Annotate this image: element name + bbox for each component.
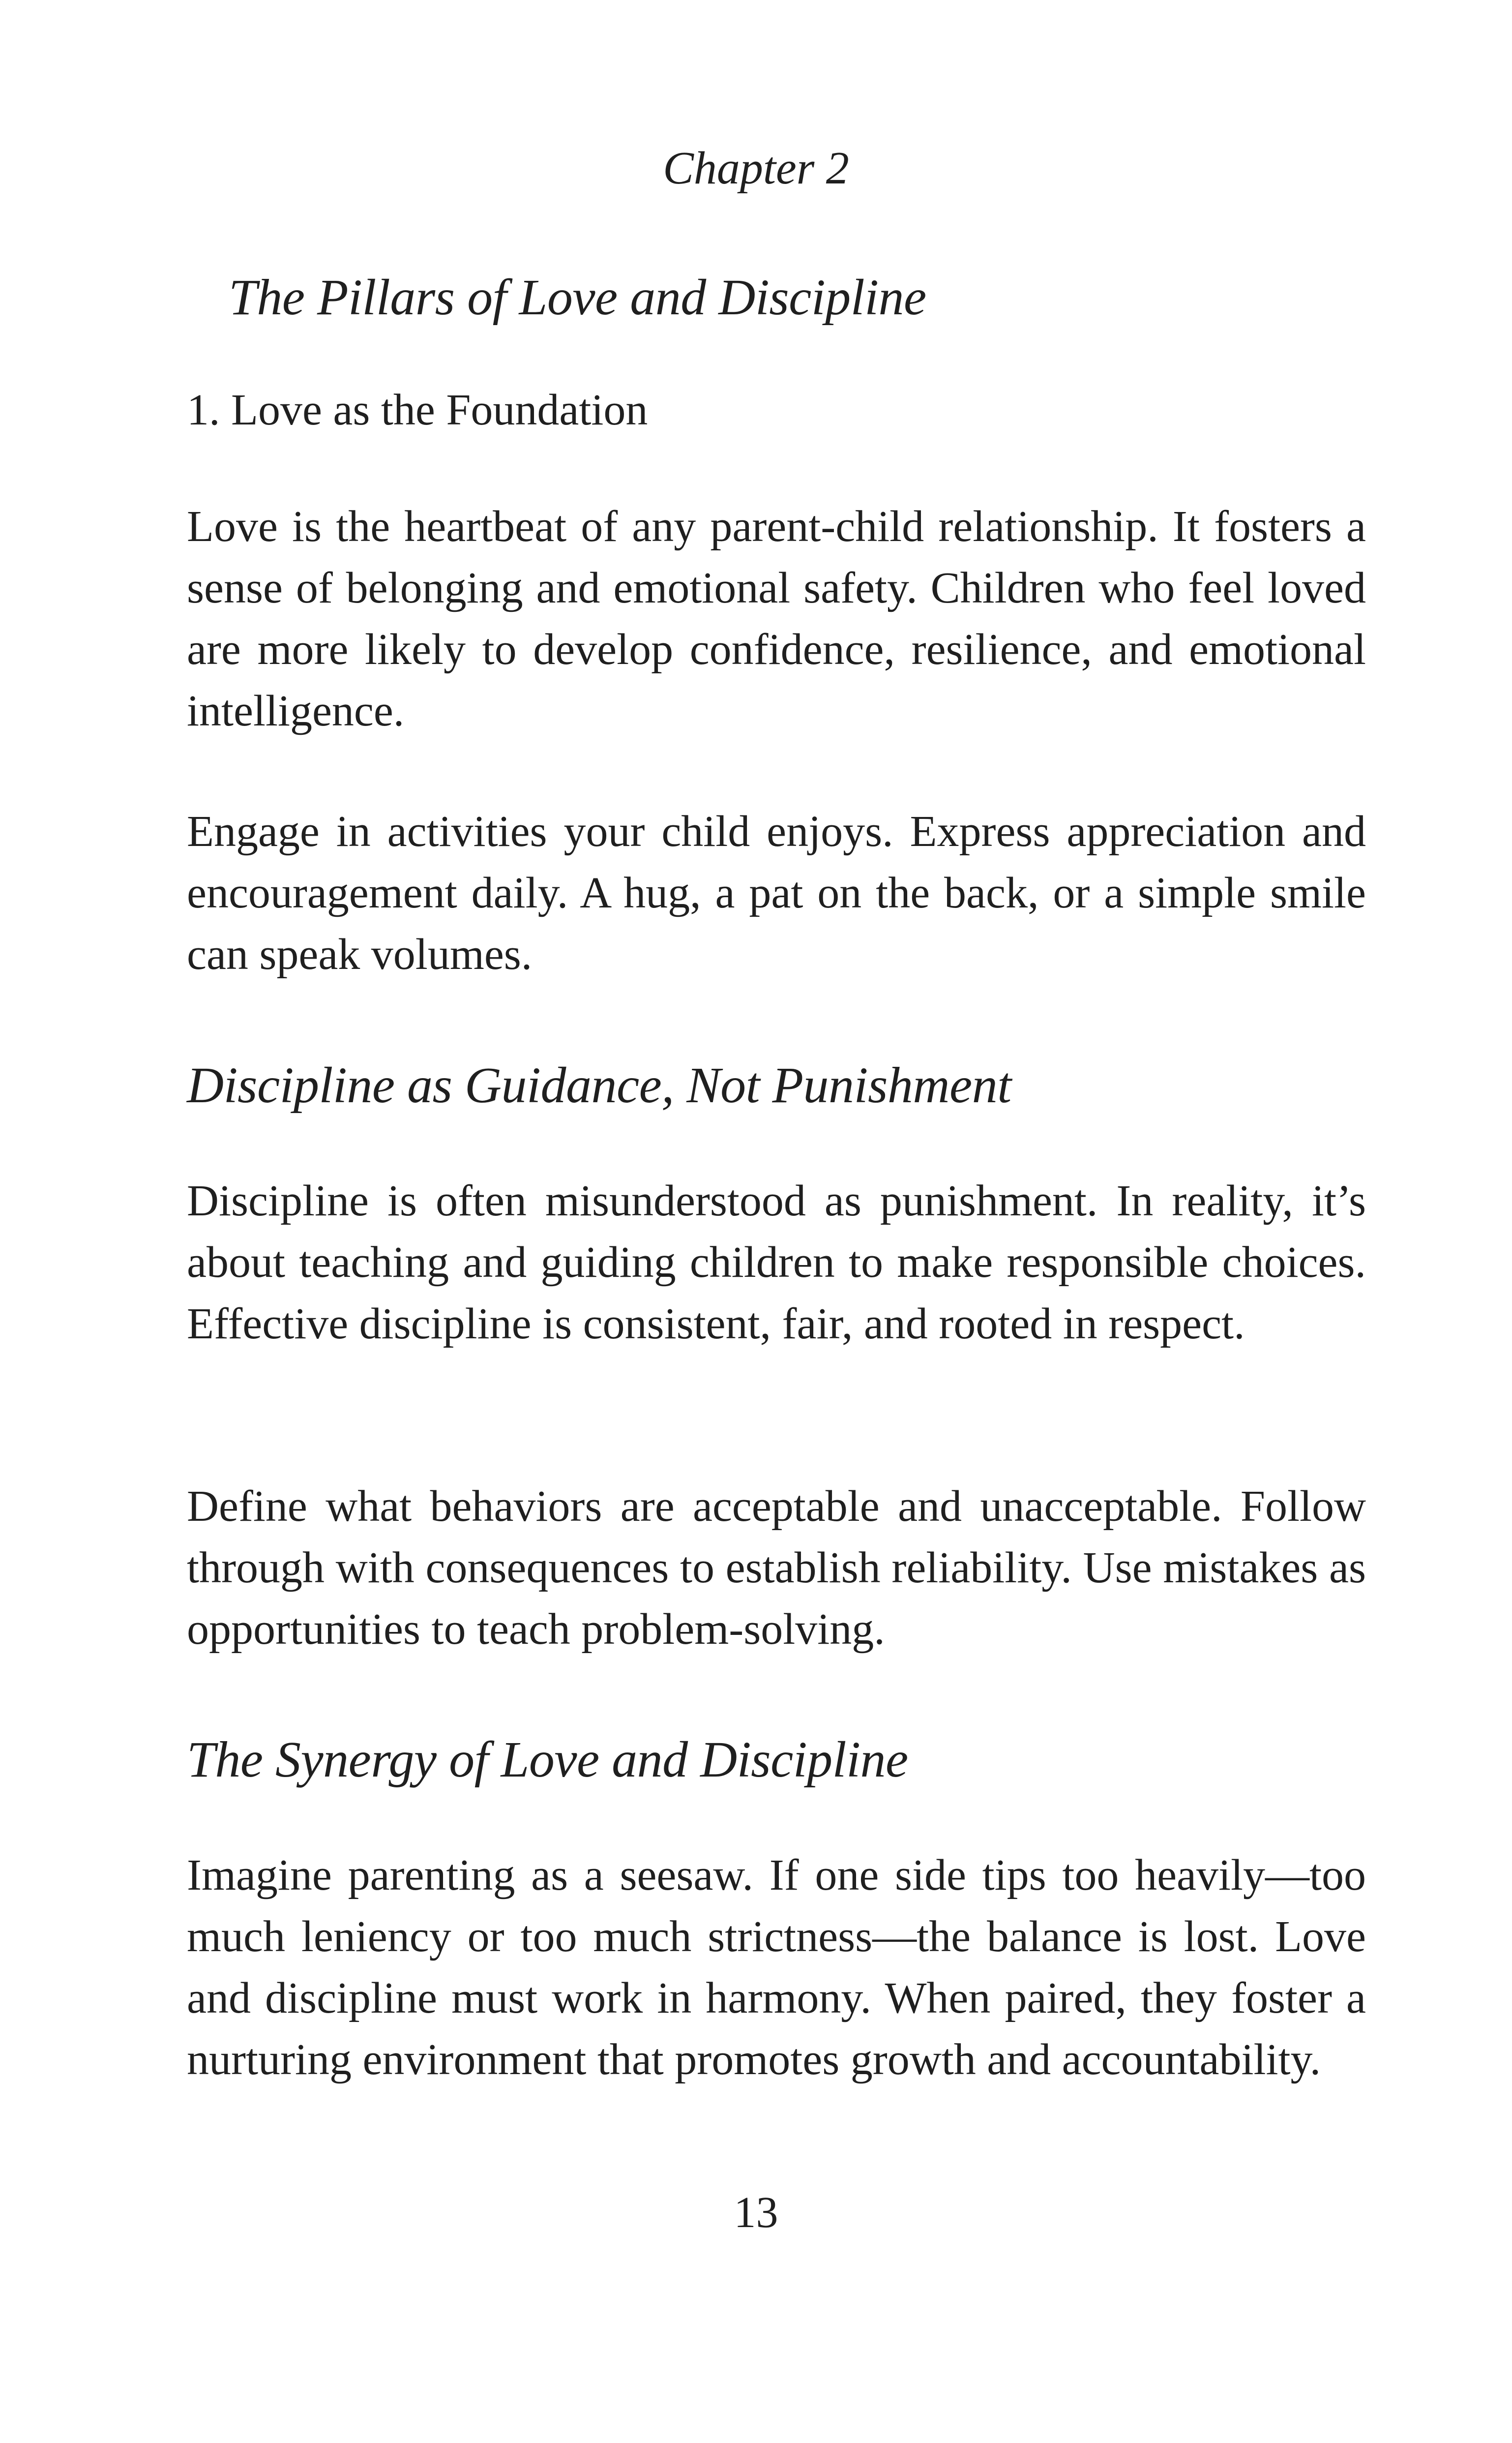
section-title-love-foundation: 1. Love as the Foundation	[187, 386, 648, 434]
section-title-synergy: The Synergy of Love and Discipline	[187, 1731, 908, 1788]
page-number: 13	[734, 2188, 778, 2237]
chapter-title: The Pillars of Love and Discipline	[229, 269, 926, 326]
paragraph-discipline-guidance-1: Discipline is often misunderstood as punishment. In reality, it’s about teaching and guiding children to make responsible choices. Effective discipline is consistent, fair, and rooted in respect.	[187, 1176, 1366, 1348]
paragraph-discipline-guidance-2: Define what behaviors are acceptable and unacceptable. Follow through with consequences to establish reliability. Use mistakes as opportunities to teach problem-solving.	[187, 1482, 1366, 1654]
paragraph-synergy-1: Imagine parenting as a seesaw. If one side tips too heavily—too much leniency or too much strictness—the balance is lost. Love and discipline must work in harmony. When paired, they foster a nurturing environment that promotes growth and accountability.	[187, 1851, 1366, 2084]
paragraph-love-foundation-2: Engage in activities your child enjoys. Express appreciation and encouragement daily. A hug, a pat on the back, or a simple smile can speak volumes.	[187, 807, 1366, 979]
section-title-discipline-guidance: Discipline as Guidance, Not Punishment	[187, 1057, 1011, 1114]
paragraph-love-foundation-1: Love is the heartbeat of any parent-child relationship. It fosters a sense of belonging and emotional safety. Children who feel loved are more likely to develop confidence, resilience, and emotional intelligence.	[187, 502, 1366, 735]
chapter-label: Chapter 2	[663, 143, 849, 194]
